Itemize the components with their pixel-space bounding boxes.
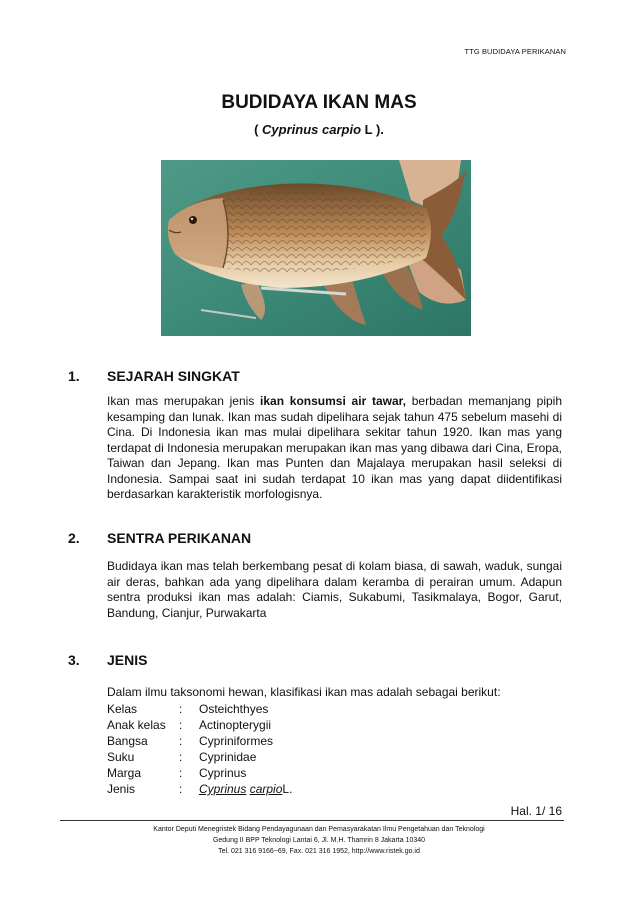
section-3-number: 3. xyxy=(68,652,80,668)
footer-line-1: Kantor Deputi Menegristek Bidang Pendayagunaan dan Pemasyarakatan Ilmu Pengetahuan dan Teknologi xyxy=(153,826,485,833)
species-genus: Cyprinus xyxy=(199,782,247,796)
taxonomy-value: Actinopterygii xyxy=(199,718,272,732)
footer xyxy=(0,824,638,857)
taxonomy-label: Kelas xyxy=(107,702,138,716)
species-author: L. xyxy=(282,782,293,796)
section-2-number: 2. xyxy=(68,530,80,546)
taxonomy-colon: : xyxy=(179,766,183,780)
footer-line-2: Gedung II BPP Teknologi Lantai 6, Jl. M.H. Thamrin 8 Jakarta 10340 xyxy=(212,837,426,844)
taxonomy-label: Bangsa xyxy=(107,734,148,748)
taxonomy-label: Marga xyxy=(107,766,142,780)
taxonomy-colon: : xyxy=(179,702,183,716)
section-1-text-pre: Ikan mas merupakan jenis xyxy=(107,394,261,408)
taxonomy-colon: : xyxy=(179,782,183,796)
taxonomy-colon: : xyxy=(179,718,183,732)
taxonomy-label: Jenis xyxy=(107,782,136,796)
document-title: BUDIDAYA IKAN MAS xyxy=(221,92,417,113)
page-number: Hal. 1/ 16 xyxy=(510,804,562,818)
taxonomy-intro: Dalam ilmu taksonomi hewan, klasifikasi ikan mas adalah sebagai berikut: xyxy=(107,685,501,699)
taxonomy-row-suku xyxy=(107,749,292,765)
section-1-paragraph xyxy=(107,394,562,503)
section-2-paragraph: Budidaya ikan mas telah berkembang pesat di kolam biasa, di sawah, waduk, sungai air deras, bahkan ada yang dipelihara dalam keramba di perairan umum. Adapun sentra produksi ikan mas adalah: Ciamis, Sukabumi, Tasikmalaya, Bogor, Garut, Bandung, Cianjur, Purwakarta xyxy=(107,559,562,620)
section-1-number: 1. xyxy=(68,368,80,384)
document-subtitle xyxy=(0,122,638,137)
footer-line-3: Tel. 021 316 9166~69, Fax. 021 316 1952, http://www.ristek.go.id xyxy=(218,848,420,855)
section-2-title: SENTRA PERIKANAN xyxy=(107,530,252,546)
taxonomy-list xyxy=(107,701,292,797)
subtitle-scientific-name: Cyprinus carpio xyxy=(262,122,362,137)
section-1-text-post: berbadan memanjang pipih kesamping dan lunak. Ikan mas sudah dipelihara sejak tahun 475 sebelum masehi di Cina. Di Indonesia ikan mas mulai dipelihara sekitar tahun 1920. Ikan mas yang terdapat di Indonesia merupakan merupakan ikan mas yang dibawa dari Cina, Eropa, Taiwan dan Jepang. Ikan mas Punten dan Majalaya merupakan hasil seleksi di Indonesia. Sampai saat ini sudah terdapat 10 ikan mas yang dapat diidentifikasi berdasarkan karakteristik morfologisnya. xyxy=(107,394,562,501)
species-epithet: carpio xyxy=(249,782,283,796)
species-name xyxy=(199,781,292,797)
section-1-text-bold: ikan konsumsi air tawar, xyxy=(260,394,406,408)
taxonomy-value: Cyprinidae xyxy=(199,750,257,764)
taxonomy-row-anak-kelas xyxy=(107,717,292,733)
taxonomy-value: Cypriniformes xyxy=(199,734,274,748)
section-3-title: JENIS xyxy=(107,652,148,668)
taxonomy-colon: : xyxy=(179,734,183,748)
carp-fish-photo xyxy=(161,160,471,336)
taxonomy-row-jenis xyxy=(107,781,292,797)
taxonomy-row-kelas xyxy=(107,701,292,717)
taxonomy-colon: : xyxy=(179,750,183,764)
taxonomy-value: Cyprinus xyxy=(199,766,247,780)
taxonomy-row-bangsa xyxy=(107,733,292,749)
subtitle-open: ( xyxy=(254,122,263,137)
taxonomy-value: Osteichthyes xyxy=(199,702,269,716)
footer-divider xyxy=(60,820,564,821)
section-1-title: SEJARAH SINGKAT xyxy=(107,368,240,384)
taxonomy-row-marga xyxy=(107,765,292,781)
running-header: TTG BUDIDAYA PERIKANAN xyxy=(464,47,566,56)
taxonomy-label: Anak kelas xyxy=(107,718,166,732)
subtitle-rest: L ). xyxy=(361,122,384,137)
taxonomy-label: Suku xyxy=(107,750,135,764)
